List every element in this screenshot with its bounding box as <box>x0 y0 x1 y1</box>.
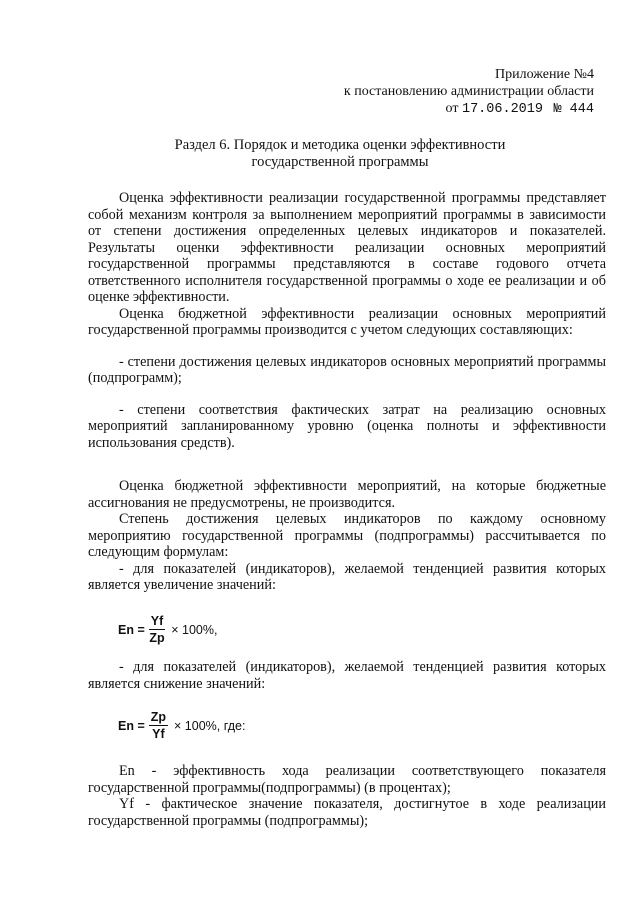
formula-numerator: Yf <box>150 614 164 628</box>
formula-fraction <box>149 710 168 741</box>
formula-denominator: Yf <box>152 727 165 741</box>
formula-denominator: Zp <box>149 631 165 645</box>
formula-decrease <box>118 710 245 741</box>
annex-header <box>344 66 594 118</box>
paragraph-decrease: - для показателей (индикаторов), желаемой тенденцией развития которых является снижение значений: <box>88 659 606 692</box>
paragraph-increase: - для показателей (индикаторов), желаемой тенденцией развития которых является увеличение значений: <box>88 560 606 593</box>
body-block-b <box>88 478 606 594</box>
annex-date-prefix: от <box>445 101 459 116</box>
bullet-indicators: - степени достижения целевых индикаторов основных мероприятий программы (подпрограмм); <box>88 353 606 386</box>
body-block-c <box>88 659 606 692</box>
section-title <box>120 137 560 171</box>
paragraph-components: Оценка бюджетной эффективности реализации основных мероприятий государственной программы производится с учетом следующих составляющих: <box>88 305 606 338</box>
annex-date-line <box>344 100 594 118</box>
formula-rhs: × 100%, <box>171 622 218 637</box>
definition-yf: Yf - фактическое значение показателя, достигнутое в ходе реализации государственной программы (подпрограммы); <box>88 796 606 829</box>
body-block-a <box>88 190 606 451</box>
formula-rhs: × 100%, где: <box>174 718 246 733</box>
formula-increase <box>118 614 217 645</box>
paragraph-no-assessment: Оценка бюджетной эффективности мероприятий, на которые бюджетные ассигнования не предусмотрены, не производится. <box>88 478 606 511</box>
annex-number: № 444 <box>553 102 594 117</box>
bullet-costs: - степени соответствия фактических затрат на реализацию основных мероприятий запланированному уровню (оценка полноты и эффективности использования средств). <box>88 401 606 451</box>
body-block-d <box>88 763 606 829</box>
definition-en: En - эффективность хода реализации соответствующего показателя государственной программы(подпрограммы) (в процентах); <box>88 763 606 796</box>
section-title-line1: Раздел 6. Порядок и методика оценки эффективности <box>174 137 506 153</box>
annex-reference: к постановлению администрации области <box>343 84 594 99</box>
paragraph-formulas-intro: Степень достижения целевых индикаторов по каждому основному мероприятию государственной программы (подпрограммы) рассчитывается по следующим формулам: <box>88 511 606 560</box>
annex-date: 17.06.2019 <box>461 102 543 117</box>
annex-title: Приложение №4 <box>495 67 594 82</box>
section-title-line2: государственной программы <box>251 154 429 170</box>
formula-numerator: Zp <box>150 710 167 724</box>
formula-lhs: En = <box>118 718 145 733</box>
formula-lhs: En = <box>118 622 145 637</box>
paragraph-overview: Оценка эффективности реализации государственной программы представляет собой механизм контроля за выполнением мероприятий программы в зависимости от степени достижения определенных целевых индикаторов и показателей. Результаты оценки эффективности реализации основных мероприятий государственной программы представляются в составе годового отчета ответственного исполнителя государственной программы о ходе ее реализации и об оценке эффективности. <box>88 190 606 305</box>
formula-fraction <box>149 614 166 645</box>
